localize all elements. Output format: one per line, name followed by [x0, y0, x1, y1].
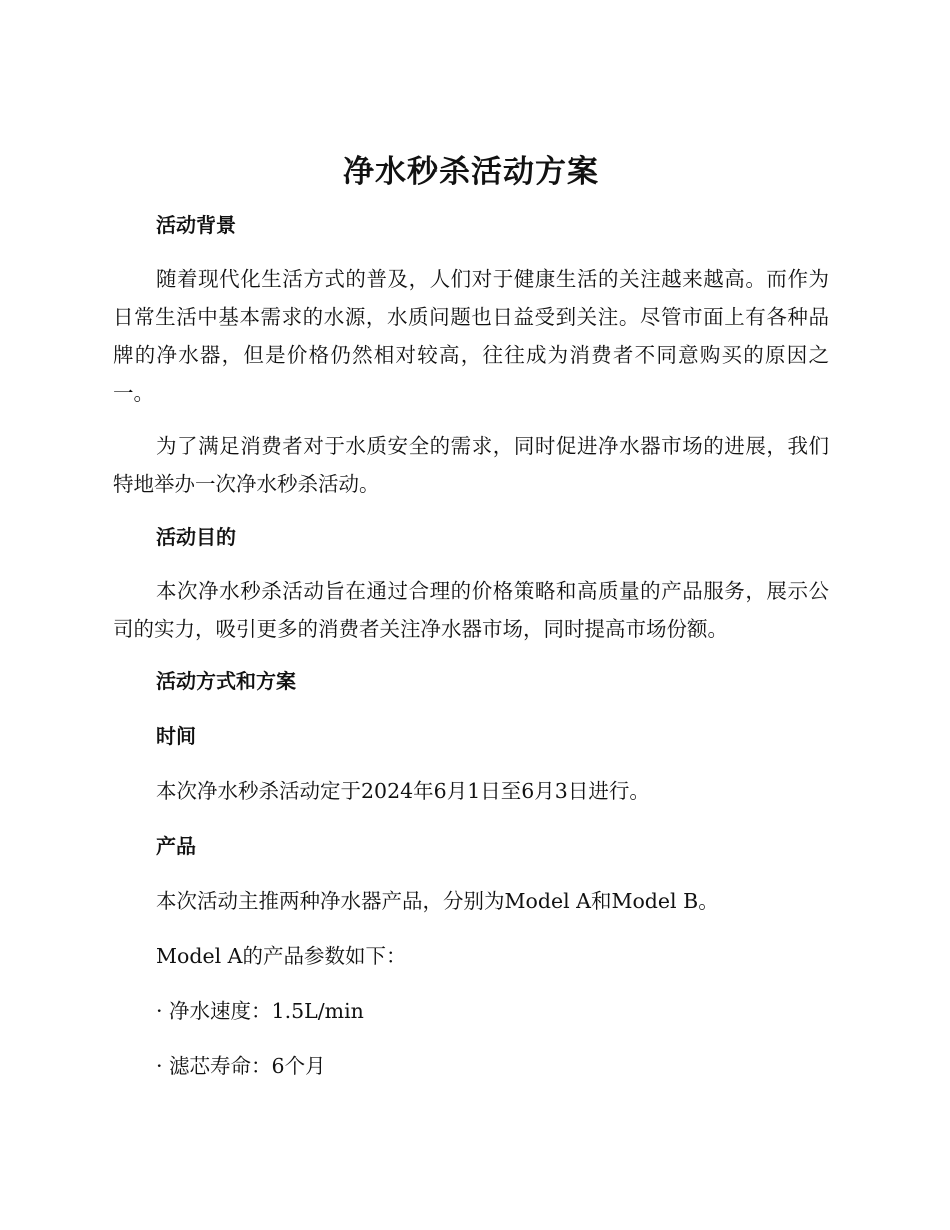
- time-text: 本次净水秒杀活动定于2024年6月1日至6月3日进行。: [156, 779, 650, 803]
- background-paragraph-2: 为了满足消费者对于水质安全的需求，同时促进净水器市场的进展，我们特地举办一次净水秒杀活动。: [113, 434, 829, 496]
- spec-item-speed: · 净水速度：1.5L/min: [156, 999, 364, 1023]
- document-page: [113, 150, 829, 1081]
- spec-item-filter-life: · 滤芯寿命：6个月: [156, 1054, 326, 1078]
- product-intro: 本次活动主推两种净水器产品，分别为Model A和Model B。: [156, 889, 719, 913]
- document-title: 净水秒杀活动方案: [343, 154, 599, 190]
- heading-product: 产品: [156, 834, 196, 858]
- heading-time: 时间: [156, 724, 196, 748]
- purpose-paragraph: 本次净水秒杀活动旨在通过合理的价格策略和高质量的产品服务，展示公司的实力，吸引更多的消费者关注净水器市场，同时提高市场份额。: [113, 579, 829, 641]
- heading-method: 活动方式和方案: [156, 669, 296, 693]
- heading-background: 活动背景: [156, 213, 236, 237]
- model-a-intro: Model A的产品参数如下：: [156, 944, 407, 968]
- heading-purpose: 活动目的: [156, 525, 236, 549]
- background-paragraph-1: 随着现代化生活方式的普及，人们对于健康生活的关注越来越高。而作为日常生活中基本需求的水源，水质问题也日益受到关注。尽管市面上有各种品牌的净水器，但是价格仍然相对较高，往往成为消费者不同意购买的原因之一。: [113, 267, 829, 405]
